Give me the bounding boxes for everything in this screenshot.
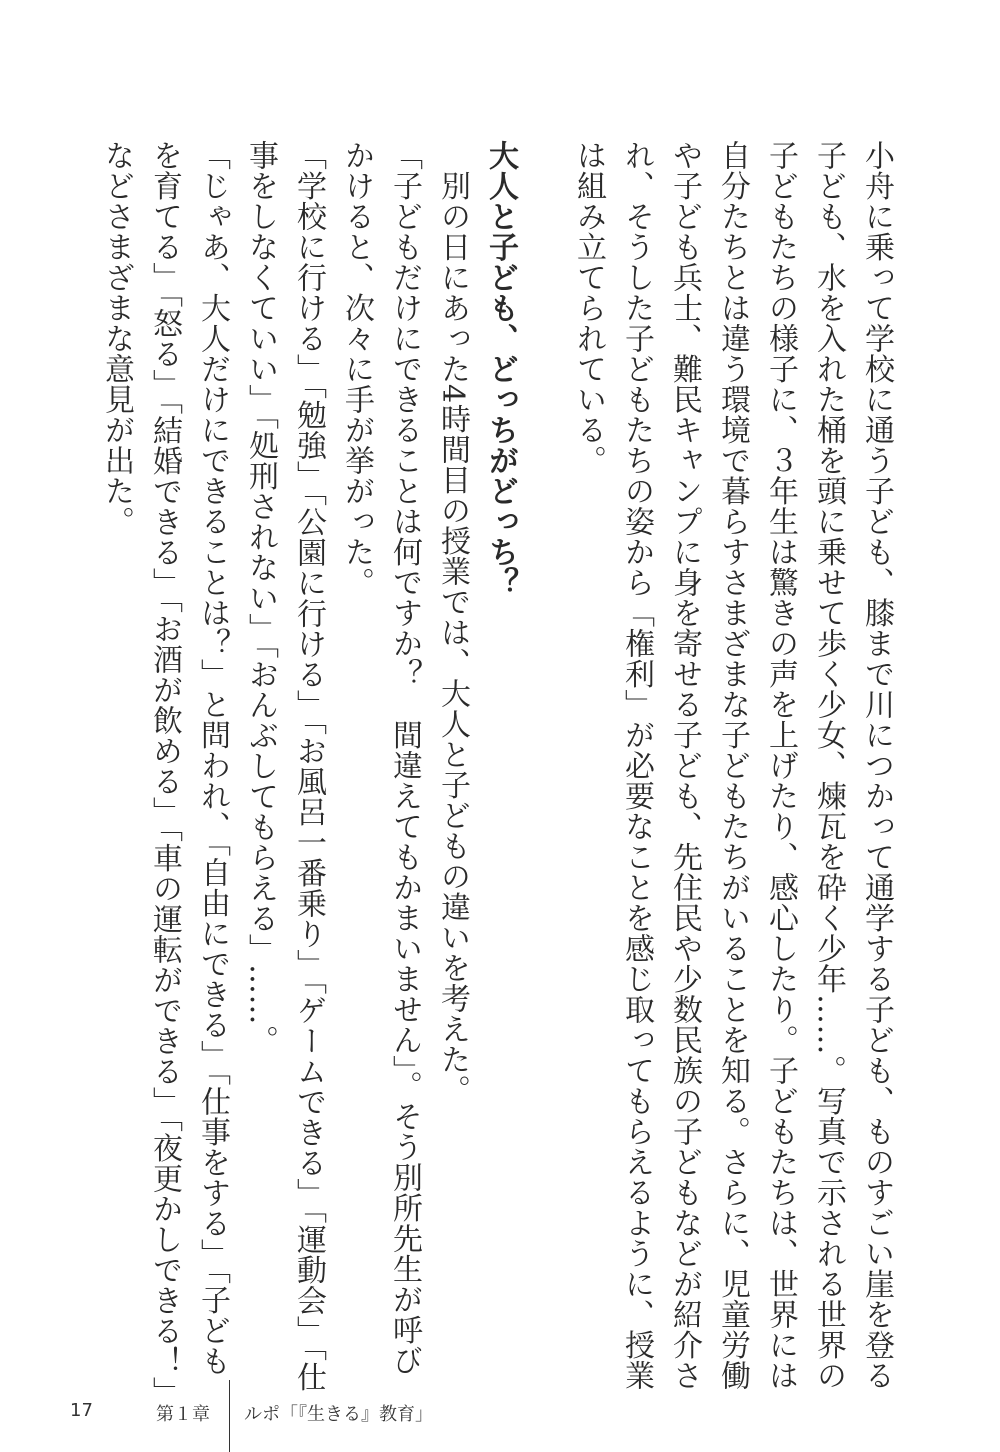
paragraph-1-line-1: 小舟に乗って学校に通う子ども、膝まで川につかって通学する子ども、ものすごい崖を登る (859, 140, 894, 1391)
paragraph-2-line-4: 「学校に行ける」「勉強」「公園に行ける」「お風呂一番乗り」「ゲームできる」「運動会」「仕 (291, 140, 326, 1392)
section-spacer (524, 140, 564, 1290)
paragraph-1-line-6: れ、そうした子どもたちの姿から「権利」が必要なことを感じ取ってもらえるように、授業 (619, 140, 654, 1391)
chapter-label: 第１章 (156, 1404, 210, 1425)
page-footer (0, 1380, 1000, 1452)
paragraph-2-line-1: 別の日にあった4時間目の授業では、大人と子どもの違いを考えた。 (435, 140, 470, 1106)
paragraph-2-line-2: 「子どもだけにできることは何ですか？ 間違えてもかまいません」。そう別所先生が呼び (387, 140, 422, 1376)
footer-divider (229, 1380, 230, 1452)
paragraph-1-line-7: は組み立てられている。 (571, 140, 606, 476)
paragraph-1-line-5: や子ども兵士、難民キャンプに身を寄せる子ども、先住民や少数民族の子どもなどが紹介さ (667, 140, 702, 1391)
paragraph-1-line-3: 子どもたちの様子に、３年生は驚きの声を上げたり、感心したり。子どもたちは、世界には (763, 140, 798, 1391)
section-heading: 大人と子ども、どっちがどっち？ (483, 140, 518, 598)
paragraph-2-line-5: 事をしなくていい」「処刑されない」「おんぶしてもらえる」……。 (243, 140, 278, 1056)
chapter-title: ルポ「『生きる』教育」 (244, 1404, 433, 1425)
vertical-text-body (92, 140, 900, 1407)
page-number: 17 (70, 1400, 93, 1421)
paragraph-2-line-3: かけると、次々に手が挙がった。 (339, 140, 374, 598)
paragraph-2-line-7: を育てる」「怒る」「結婚できる」「お酒が飲める」「車の運転ができる」「夜更かしできる！」 (147, 140, 182, 1407)
paragraph-1-line-4: 自分たちとは違う環境で暮らすさまざまな子どもたちがいることを知る。さらに、児童労働 (715, 140, 750, 1391)
paragraph-2-line-6: 「じゃあ、大人だけにできることは？」と問われ、「自由にできる」「仕事をする」「子ども (195, 140, 230, 1376)
paragraph-1-line-2: 子ども、水を入れた桶を頭に乗せて歩く少女、煉瓦を砕く少年……。写真で示される世界の (811, 140, 846, 1391)
paragraph-2-line-8: などさまざまな意見が出た。 (99, 140, 134, 537)
